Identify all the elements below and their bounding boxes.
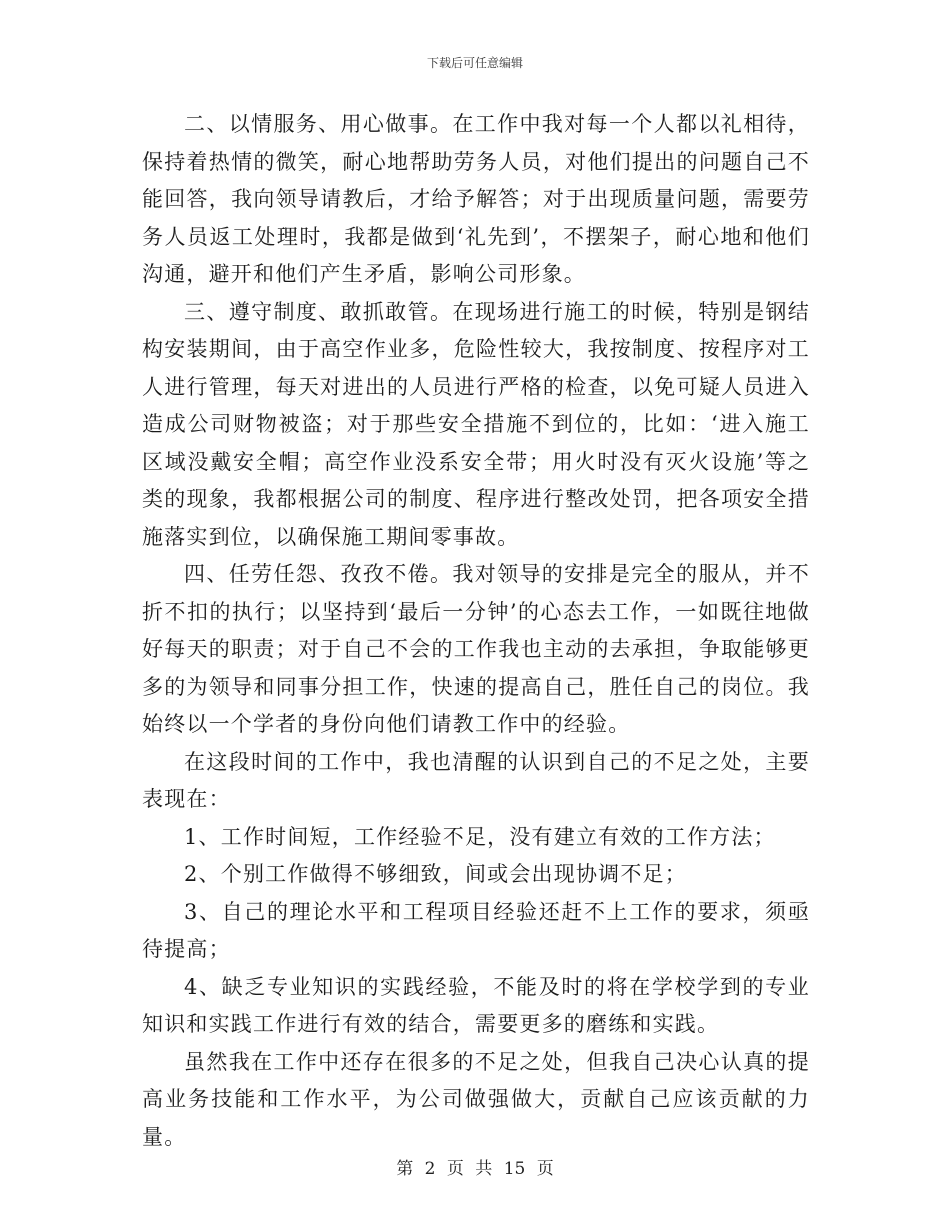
document-body bbox=[142, 106, 810, 1156]
list-item-shortcoming-1: 1、工作时间短，工作经验不足，没有建立有效的工作方法； bbox=[184, 824, 776, 849]
paragraph-rules: 三、遵守制度、敢抓敢管。在现场进行施工的时候，特别是钢结构安装期间，由于高空作业多，危险性较大，我按制度、按程序对工人进行管理，每天对进出的人员进行严格的检查，以免可疑人员进入造成公司财物被盗；对于那些安全措施不到位的，比如：‘进入施工区域没戴安全帽；高空作业没系安全带；用火时没有灭火设施’等之类的现象，我都根据公司的制度、程序进行整改处罚，把各项安全措施落实到位，以确保施工期间零事故。 bbox=[142, 299, 810, 549]
paragraph-conclusion: 虽然我在工作中还存在很多的不足之处，但我自己决心认真的提高业务技能和工作水平，为公司做强做大，贡献自己应该贡献的力量。 bbox=[142, 1049, 810, 1149]
list-item-shortcoming-2: 2、个别工作做得不够细致，间或会出现协调不足； bbox=[184, 862, 687, 886]
paragraph-service: 二、以情服务、用心做事。在工作中我对每一个人都以礼相待，保持着热情的微笑，耐心地帮助劳务人员，对他们提出的问题自己不能回答，我向领导请教后，才给予解答；对于出现质量问题，需要劳务人员返工处理时，我都是做到‘礼先到’，不摆架子，耐心地和他们沟通，避开和他们产生矛盾，影响公司形象。 bbox=[142, 112, 810, 286]
list-item-shortcoming-4: 4、缺乏专业知识的实践经验，不能及时的将在学校学到的专业知识和实践工作进行有效的结合，需要更多的磨练和实践。 bbox=[142, 974, 810, 1036]
list-item-shortcoming-3: 3、自己的理论水平和工程项目经验还赶不上工作的要求，须亟待提高； bbox=[142, 899, 810, 961]
page-header: 下载后可任意编辑 bbox=[426, 56, 523, 70]
paragraph-diligence: 四、任劳任怨、孜孜不倦。我对领导的安排是完全的服从，并不折不扣的执行；以坚持到‘最后一分钟’的心态去工作，一如既往地做好每天的职责；对于自己不会的工作我也主动的去承担，争取能够更多的为领导和同事分担工作，快速的提高自己，胜任自己的岗位。我始终以一个学者的身份向他们请教工作中的经验。 bbox=[142, 562, 810, 736]
page-number: 第 2 页 共 15 页 bbox=[396, 1159, 554, 1179]
paragraph-shortcomings-intro: 在这段时间的工作中，我也清醒的认识到自己的不足之处，主要表现在： bbox=[142, 749, 810, 811]
